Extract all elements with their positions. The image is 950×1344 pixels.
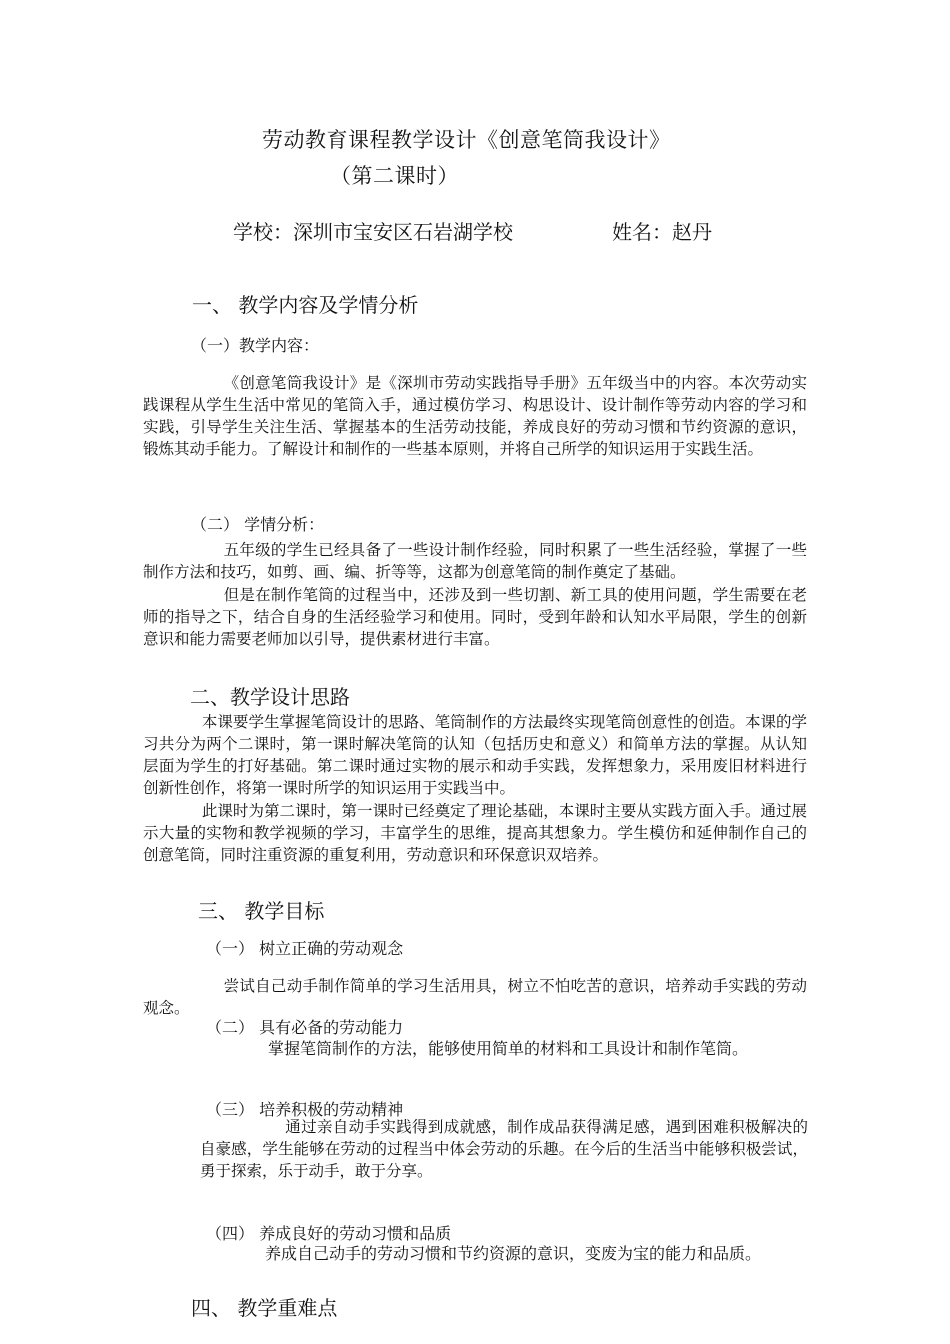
section-1-sub-1: （一）教学内容： [191,336,320,355]
goal-1-text: 尝试自己动手制作简单的学习生活用具，树立不怕吃苦的意识，培养动手实践的劳动观念。 [143,977,807,1017]
goal-2-text: 掌握笔筒制作的方法，能够使用简单的材料和工具设计和制作笔筒。 [268,1039,749,1058]
section-1-para-3: 但是在制作笔筒的过程当中，还涉及到一些切割、新工具的使用问题，学生需要在老师的指导之下，结合自身的生活经验学习和使用。同时，受到年龄和认知水平局限，学生的创新意识和能力需要老师加以引导，提供素材进行丰富。 [143,586,807,648]
author-name: 姓名：赵丹 [612,220,712,244]
goal-3-heading: （三） 培养积极的劳动精神 [206,1100,404,1119]
goal-3-text: 通过亲自动手实践得到成就感，制作成品获得满足感，遇到困难积极解决的自豪感，学生能够在劳动的过程当中体会劳动的乐趣。在今后的生活当中能够积极尝试，勇于探索，乐于动手，敢于分享。 [200,1118,808,1180]
section-4-heading: 四、 教学重难点 [191,1296,338,1320]
school-label: 学校：深圳市宝安区石岩湖学校 [233,220,513,244]
section-1-sub-2: （二） 学情分析： [191,515,325,534]
section-2-heading: 二、教学设计思路 [190,685,350,709]
document-subtitle: （第二课时） [330,164,459,188]
section-1-heading: 一、 教学内容及学情分析 [192,293,419,317]
section-2-para-1: 本课要学生掌握笔筒设计的思路、笔筒制作的方法最终实现笔筒创意性的创造。本课的学习共分为两个二课时，第一课时解决笔筒的认知（包括历史和意义）和简单方法的掌握。从认知层面为学生的打好基础。第二课时通过实物的展示和动手实践，发挥想象力，采用废旧材料进行创新性创作，将第一课时所学的知识运用于实践当中。 [143,713,807,797]
section-1-para-2: 五年级的学生已经具备了一些设计制作经验，同时积累了一些生活经验，掌握了一些制作方法和技巧，如剪、画、编、折等等，这都为创意笔筒的制作奠定了基础。 [143,541,807,581]
goal-4-heading: （四） 养成良好的劳动习惯和品质 [206,1224,452,1243]
section-1-para-1: 《创意笔筒我设计》是《深圳市劳动实践指导手册》五年级当中的内容。本次劳动实践课程从学生生活中常见的笔筒入手，通过模仿学习、构思设计、设计制作等劳动内容的学习和实践，引导学生关注生活、掌握基本的生活劳动技能，养成良好的劳动习惯和节约资源的意识，锻炼其动手能力。了解设计和制作的一些基本原则，并将自己所学的知识运用于实践生活。 [143,374,807,458]
goal-1-heading: （一） 树立正确的劳动观念 [206,939,404,958]
goal-2-heading: （二） 具有必备的劳动能力 [206,1018,404,1037]
goal-4-text: 养成自己动手的劳动习惯和节约资源的意识，变废为宝的能力和品质。 [265,1244,762,1263]
section-3-heading: 三、 教学目标 [198,899,325,923]
document-title: 劳动教育课程教学设计《创意笔筒我设计》 [262,128,671,152]
section-2-para-2: 此课时为第二课时，第一课时已经奠定了理论基础，本课时主要从实践方面入手。通过展示大量的实物和教学视频的学习，丰富学生的思维，提高其想象力。学生模仿和延伸制作自己的创意笔筒，同时注重资源的重复利用，劳动意识和环保意识双培养。 [143,802,807,864]
